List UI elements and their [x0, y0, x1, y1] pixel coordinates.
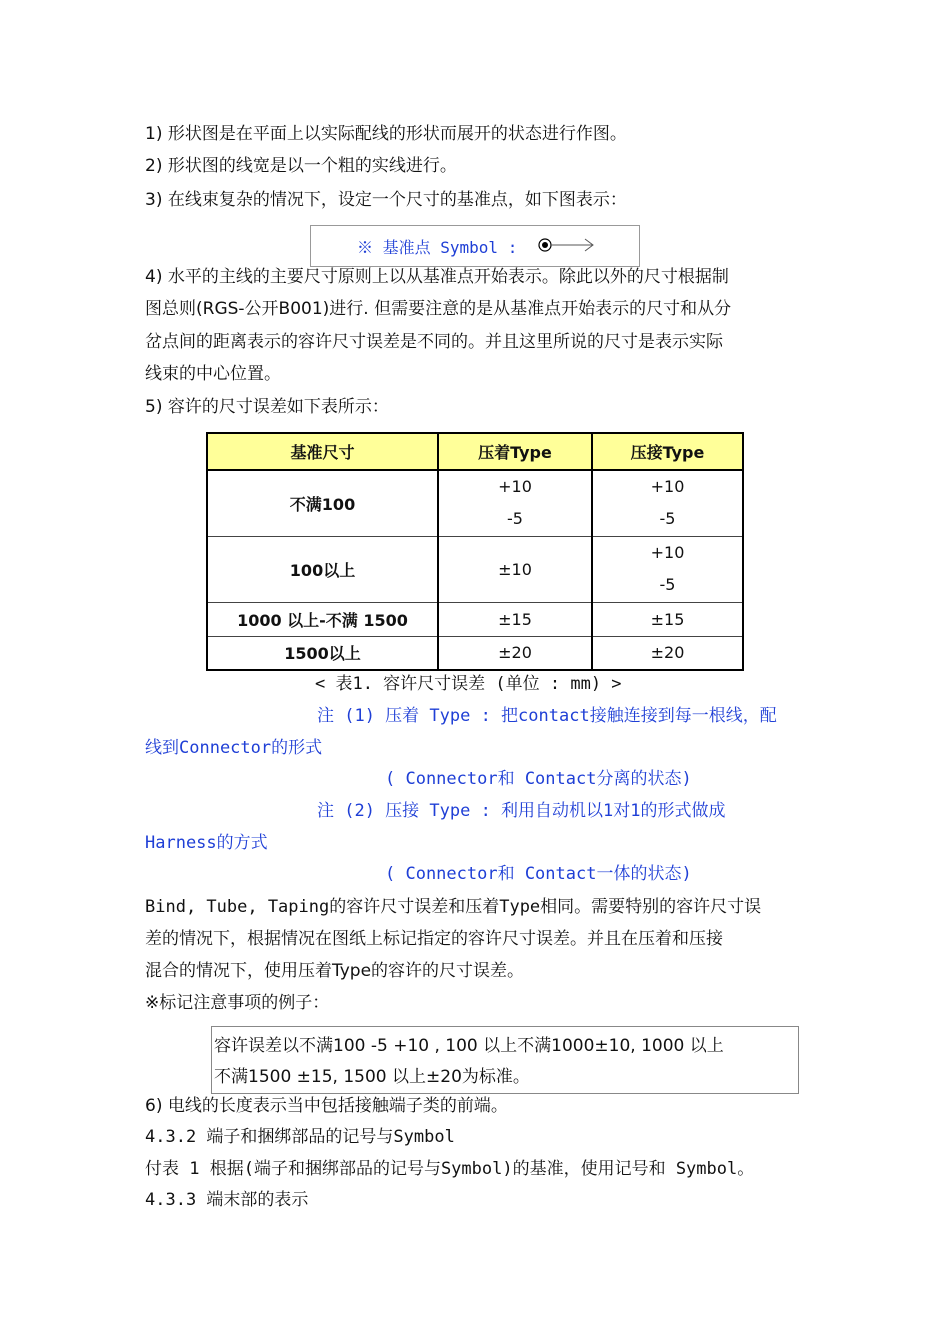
- press-value: +10 -5: [592, 536, 743, 602]
- item-4-line-3: 岔点间的距离表示的容许尺寸误差是不同的。并且这里所说的尺寸是表示实际: [145, 332, 723, 352]
- section-4-3-2: 4.3.2 端子和捆绑部品的记号与Symbol: [145, 1127, 455, 1147]
- note-2-line-3: ( Connector和 Contact一体的状态): [385, 864, 692, 884]
- crimp-value: ±20: [438, 636, 592, 670]
- tolerance-table: [206, 432, 744, 671]
- item-6: 6) 电线的长度表示当中包括接触端子类的前端。: [145, 1096, 508, 1116]
- row-label: 100以上: [207, 536, 438, 602]
- header-crimp-type: 压着Type: [438, 433, 592, 470]
- table-row: [207, 536, 743, 602]
- example-note-line-2: 不满1500 ±15, 1500 以上±20为标准。: [214, 1067, 530, 1087]
- item-5: 5) 容许的尺寸误差如下表所示：: [145, 397, 389, 417]
- crimp-value: ±15: [438, 602, 592, 636]
- header-base-size: 基准尺寸: [207, 433, 438, 470]
- row-label: 不满100: [207, 470, 438, 536]
- note-2-line-1: 注 (2) 压接 Type : 利用自动机以1对1的形式做成: [317, 801, 726, 821]
- table-row: [207, 636, 743, 670]
- press-value: ±15: [592, 602, 743, 636]
- table-header-row: [207, 433, 743, 470]
- paragraph-line-3: 混合的情况下，使用压着Type的容许的尺寸误差。: [145, 961, 525, 981]
- paragraph-line-2: 差的情况下，根据情况在图纸上标记指定的容许尺寸误差。并且在压着和压接: [145, 929, 723, 949]
- item-4-line-4: 线束的中心位置。: [145, 364, 281, 384]
- crimp-value: +10 -5: [438, 470, 592, 536]
- item-1: 1) 形状图是在平面上以实际配线的形状而展开的状态进行作图。: [145, 124, 627, 144]
- example-note-line-1: 容许误差以不满100 -5 +10 , 100 以上不满1000±10, 1000 以上: [214, 1036, 724, 1056]
- example-note-box: [211, 1026, 799, 1094]
- row-label: 1000 以上-不满 1500: [207, 602, 438, 636]
- appendix-table-note: 付表 1 根据(端子和捆绑部品的记号与Symbol)的基准，使用记号和 Symbol。: [145, 1159, 755, 1179]
- note-1-line-1: 注 (1) 压着 Type : 把contact接触连接到每一根线，配: [317, 706, 777, 726]
- press-value: ±20: [592, 636, 743, 670]
- crimp-value: ±10: [438, 536, 592, 602]
- datum-point-arrow-icon: [537, 235, 597, 255]
- item-4-line-1: 4) 水平的主线的主要尺寸原则上以从基准点开始表示。除此以外的尺寸根据制: [145, 267, 729, 287]
- header-press-type: 压接Type: [592, 433, 743, 470]
- item-2: 2) 形状图的线宽是以一个粗的实线进行。: [145, 156, 457, 176]
- datum-symbol-box: [310, 225, 640, 267]
- note-1-line-3: ( Connector和 Contact分离的状态): [385, 769, 692, 789]
- table-caption: < 表1. 容许尺寸误差 (单位 : mm) >: [315, 674, 622, 694]
- datum-symbol-label: ※ 基准点 Symbol :: [357, 238, 518, 257]
- example-heading: ※标记注意事项的例子：: [145, 993, 330, 1013]
- note-1-line-2: 线到Connector的形式: [145, 738, 323, 758]
- press-value: +10 -5: [592, 470, 743, 536]
- row-label: 1500以上: [207, 636, 438, 670]
- table-row: [207, 602, 743, 636]
- item-4-line-2: 图总则(RGS-公开B001)进行. 但需要注意的是从基准点开始表示的尺寸和从分: [145, 299, 732, 319]
- section-4-3-3: 4.3.3 端末部的表示: [145, 1190, 309, 1210]
- paragraph-line-1: Bind, Tube, Taping的容许尺寸误差和压着Type相同。需要特别的容许尺寸误: [145, 897, 762, 917]
- table-row: [207, 470, 743, 536]
- item-3: 3) 在线束复杂的情况下，设定一个尺寸的基准点，如下图表示：: [145, 190, 627, 210]
- note-2-line-2: Harness的方式: [145, 833, 268, 853]
